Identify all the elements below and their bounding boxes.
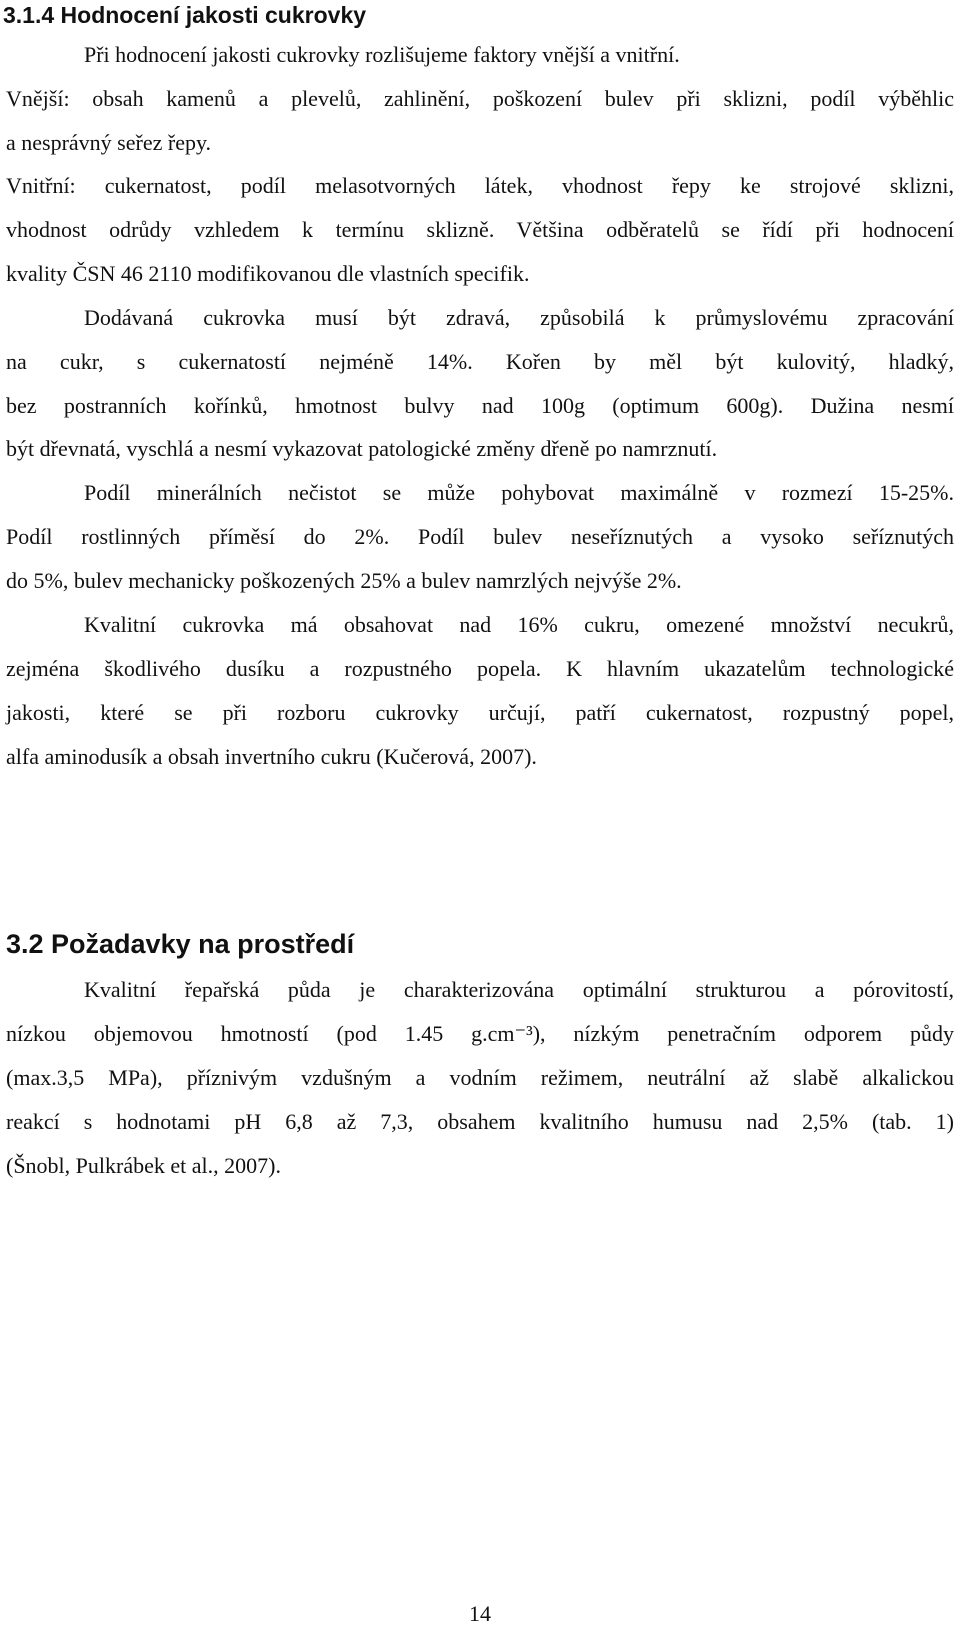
text-line: Vnější: obsah kamenů a plevelů, zahlinění, poškození bulev při sklizni, podíl výběhlic xyxy=(6,86,954,111)
text-line: bez postranních kořínků, hmotnost bulvy nad 100g (optimum 600g). Dužina nesmí xyxy=(6,393,954,418)
text-line: kvality ČSN 46 2110 modifikovanou dle vlastních specifik. xyxy=(6,261,530,286)
text-line: reakcí s hodnotami pH 6,8 až 7,3, obsahem kvalitního humusu nad 2,5% (tab. 1) xyxy=(6,1109,954,1134)
text-line: jakosti, které se při rozboru cukrovky určují, patří cukernatost, rozpustný popel, xyxy=(6,700,954,725)
text-line: Podíl minerálních nečistot se může pohybovat maximálně v rozmezí 15-25%. xyxy=(84,480,954,505)
section-heading-3-1-4: 3.1.4 Hodnocení jakosti cukrovky xyxy=(3,2,367,28)
text-line: Kvalitní řepařská půda je charakterizována optimální strukturou a pórovitostí, xyxy=(84,977,954,1002)
text-line: alfa aminodusík a obsah invertního cukru (Kučerová, 2007). xyxy=(6,744,537,769)
text-line: Dodávaná cukrovka musí být zdravá, způsobilá k průmyslovému zpracování xyxy=(84,305,954,330)
text-line: nízkou objemovou hmotností (pod 1.45 g.cm⁻³), nízkým penetračním odporem půdy xyxy=(6,1021,954,1046)
text-line: zejména škodlivého dusíku a rozpustného popela. K hlavním ukazatelům technologické xyxy=(6,656,954,681)
text-line: Kvalitní cukrovka má obsahovat nad 16% cukru, omezené množství necukrů, xyxy=(84,612,954,637)
text-line: být dřevnatá, vyschlá a nesmí vykazovat patologické změny dřeně po namrznutí. xyxy=(6,436,718,461)
text-line: (max.3,5 MPa), příznivým vzdušným a vodním režimem, neutrální až slabě alkalickou xyxy=(6,1065,954,1090)
text-line: do 5%, bulev mechanicky poškozených 25% a bulev namrzlých nejvýše 2%. xyxy=(6,568,682,593)
page-number: 14 xyxy=(469,1601,491,1626)
text-line: Při hodnocení jakosti cukrovky rozlišujeme faktory vnější a vnitřní. xyxy=(84,42,680,67)
text-line: Vnitřní: cukernatost, podíl melasotvorných látek, vhodnost řepy ke strojové sklizni, xyxy=(6,173,954,198)
text-line: (Šnobl, Pulkrábek et al., 2007). xyxy=(6,1153,281,1178)
text-line: vhodnost odrůdy vzhledem k termínu sklizně. Většina odběratelů se řídí při hodnocení xyxy=(6,217,954,242)
text-line: Podíl rostlinných příměsí do 2%. Podíl bulev neseříznutých a vysoko seříznutých xyxy=(6,524,954,549)
text-line: na cukr, s cukernatostí nejméně 14%. Kořen by měl být kulovitý, hladký, xyxy=(6,349,954,374)
section-heading-3-2: 3.2 Požadavky na prostředí xyxy=(6,929,355,959)
text-line: a nesprávný seřez řepy. xyxy=(6,130,212,155)
